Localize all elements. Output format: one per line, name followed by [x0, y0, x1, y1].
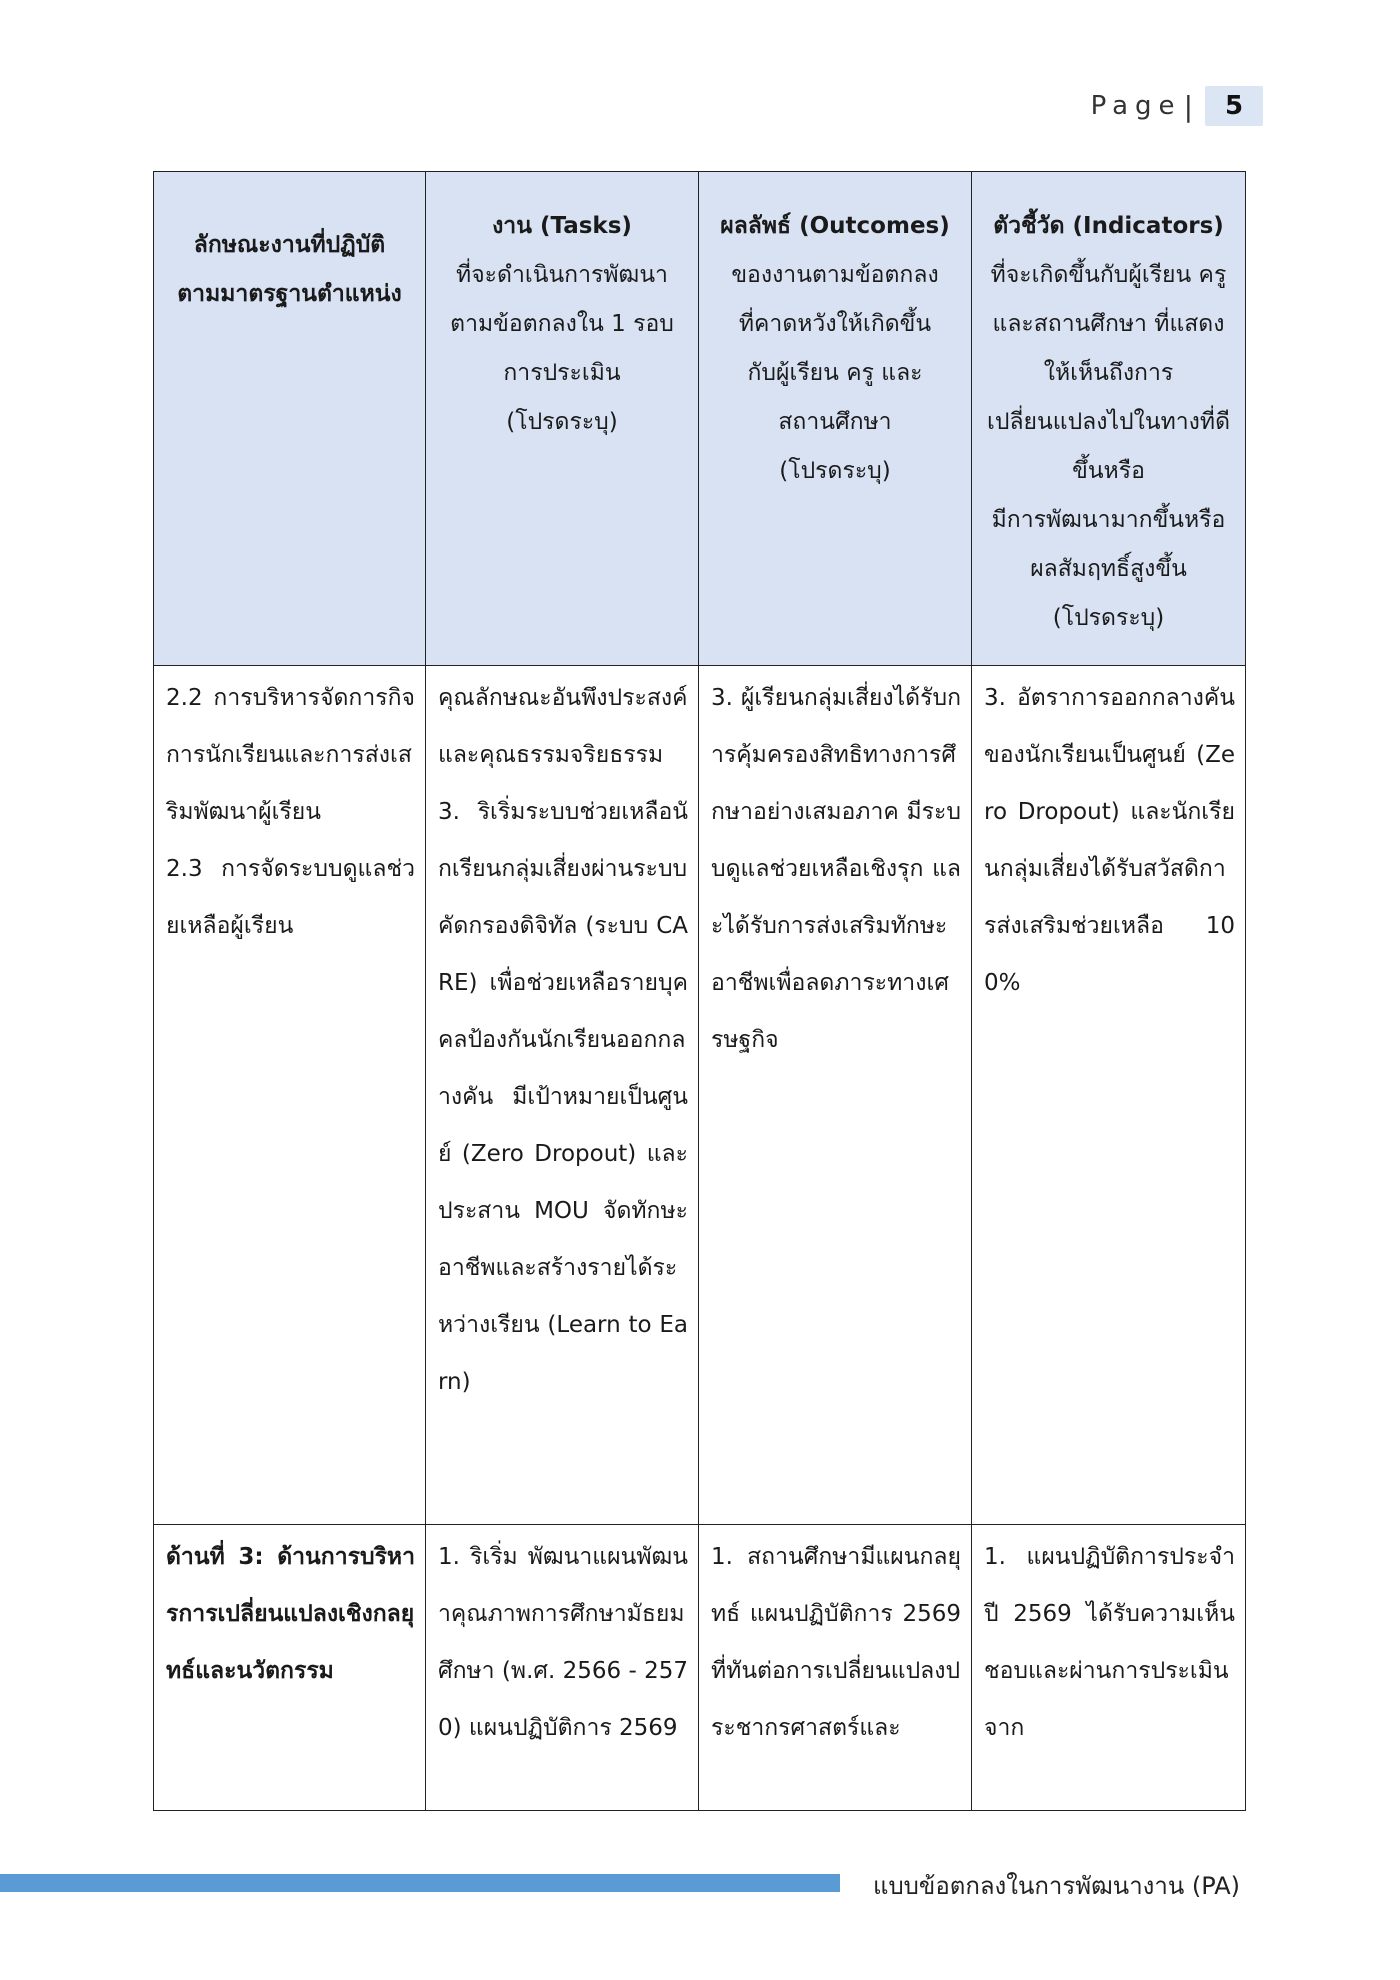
cell-text: 3. ผู้เรียนกลุ่มเสี่ยงได้รับการคุ้มครองสิทธิทางการศึกษาอย่างเสมอภาค มีระบบดูแลช่วยเหลือเชิงรุก และได้รับการส่งเสริมทักษะอาชีพเพื่อลดภาระทางเศรษฐกิจ [711, 685, 961, 1053]
header-title: ลักษณะงานที่ปฏิบัติ [193, 232, 386, 258]
cell-text: 2.2 การบริหารจัดการกิจการนักเรียนและการส่งเสริมพัฒนาผู้เรียน 2.3 การจัดระบบดูแลช่วยเหลือผู้เรียน [166, 685, 415, 939]
footer-bar [0, 1874, 840, 1892]
table-cell [972, 666, 1246, 1525]
table-cell [426, 1525, 699, 1811]
page-label: Page [1090, 91, 1182, 121]
table-cell [699, 1525, 972, 1811]
table-cell [972, 1525, 1246, 1811]
cell-text: 1. ริเริ่ม พัฒนาแผนพัฒนาคุณภาพการศึกษามัธยมศึกษา (พ.ศ. 2566 - 2570) แผนปฏิบัติการ 2569 [438, 1544, 688, 1741]
header-line: การประเมิน [503, 360, 621, 386]
page-number: 5 [1205, 86, 1263, 126]
header-line: กับผู้เรียน ครู และ [747, 360, 923, 386]
table-cell [699, 666, 972, 1525]
header-tasks [426, 172, 699, 666]
header-indicators [972, 172, 1246, 666]
header-title: ผลลัพธ์ (Outcomes) [720, 213, 950, 239]
table-cell [426, 666, 699, 1525]
header-line: เปลี่ยนแปลงไปในทางที่ดี [986, 409, 1231, 435]
header-line: ตามมาตรฐานตำแหน่ง [177, 281, 402, 307]
cell-text: ด้านที่ 3: ด้านการบริหารการเปลี่ยนแปลงเชิงกลยุทธ์และนวัตกรรม [166, 1544, 415, 1684]
footer-title: แบบข้อตกลงในการพัฒนางาน (PA) [872, 1872, 1240, 1900]
header-job-characteristics [154, 172, 426, 666]
header-line: ตามข้อตกลงใน 1 รอบ [450, 311, 674, 337]
header-line: สถานศึกษา [778, 409, 892, 435]
header-outcomes [699, 172, 972, 666]
header-title: งาน (Tasks) [492, 213, 632, 239]
page-separator: | [1183, 89, 1193, 123]
header-line: และสถานศึกษา ที่แสดง [992, 311, 1225, 337]
table-cell [154, 666, 426, 1525]
header-line: ผลสัมฤทธิ์สูงขึ้น [1030, 556, 1187, 582]
cell-text: 3. อัตราการออกกลางคันของนักเรียนเป็นศูนย์ (Zero Dropout) และนักเรียนกลุ่มเสี่ยงได้รับสวัสดิการส่งเสริมช่วยเหลือ 100% [984, 685, 1235, 996]
header-line: ให้เห็นถึงการ [1043, 360, 1174, 386]
header-line: (โปรดระบุ) [779, 458, 891, 484]
header-line: ขึ้นหรือ [1072, 458, 1145, 484]
header-line: ที่จะดำเนินการพัฒนา [456, 262, 668, 288]
cell-text: 1. แผนปฏิบัติการประจำปี 2569 ได้รับความเห็นชอบและผ่านการประเมินจาก [984, 1544, 1235, 1741]
header-line: ที่จะเกิดขึ้นกับผู้เรียน ครู [990, 262, 1227, 288]
header-title: ตัวชี้วัด (Indicators) [993, 213, 1224, 239]
header-line: มีการพัฒนามากขึ้นหรือ [991, 507, 1226, 533]
header-line: ที่คาดหวังให้เกิดขึ้น [738, 311, 932, 337]
table-row [154, 666, 1246, 1525]
header-line: ของงานตามข้อตกลง [731, 262, 939, 288]
header-line: (โปรดระบุ) [506, 409, 618, 435]
header-line: (โปรดระบุ) [1052, 605, 1165, 631]
page-header [1091, 86, 1263, 126]
table-row [154, 1525, 1246, 1811]
cell-text: 1. สถานศึกษามีแผนกลยุทธ์ แผนปฏิบัติการ 2569 ที่ทันต่อการเปลี่ยนแปลงประชากรศาสตร์และ [711, 1544, 961, 1741]
table-cell [154, 1525, 426, 1811]
table-header-row [154, 172, 1246, 666]
pa-table [153, 171, 1246, 1811]
cell-text: คุณลักษณะอันพึงประสงค์ และคุณธรรมจริยธรรม 3. ริเริ่มระบบช่วยเหลือนักเรียนกลุ่มเสี่ยงผ่านระบบคัดกรองดิจิทัล (ระบบ CARE) เพื่อช่วยเหลือรายบุคคลป้องกันนักเรียนออกกลางคัน มีเป้าหมายเป็นศูนย์ (Zero Dropout) และประสาน MOU จัดทักษะอาชีพและสร้างรายได้ระหว่างเรียน (Learn to Earn) [438, 685, 688, 1395]
